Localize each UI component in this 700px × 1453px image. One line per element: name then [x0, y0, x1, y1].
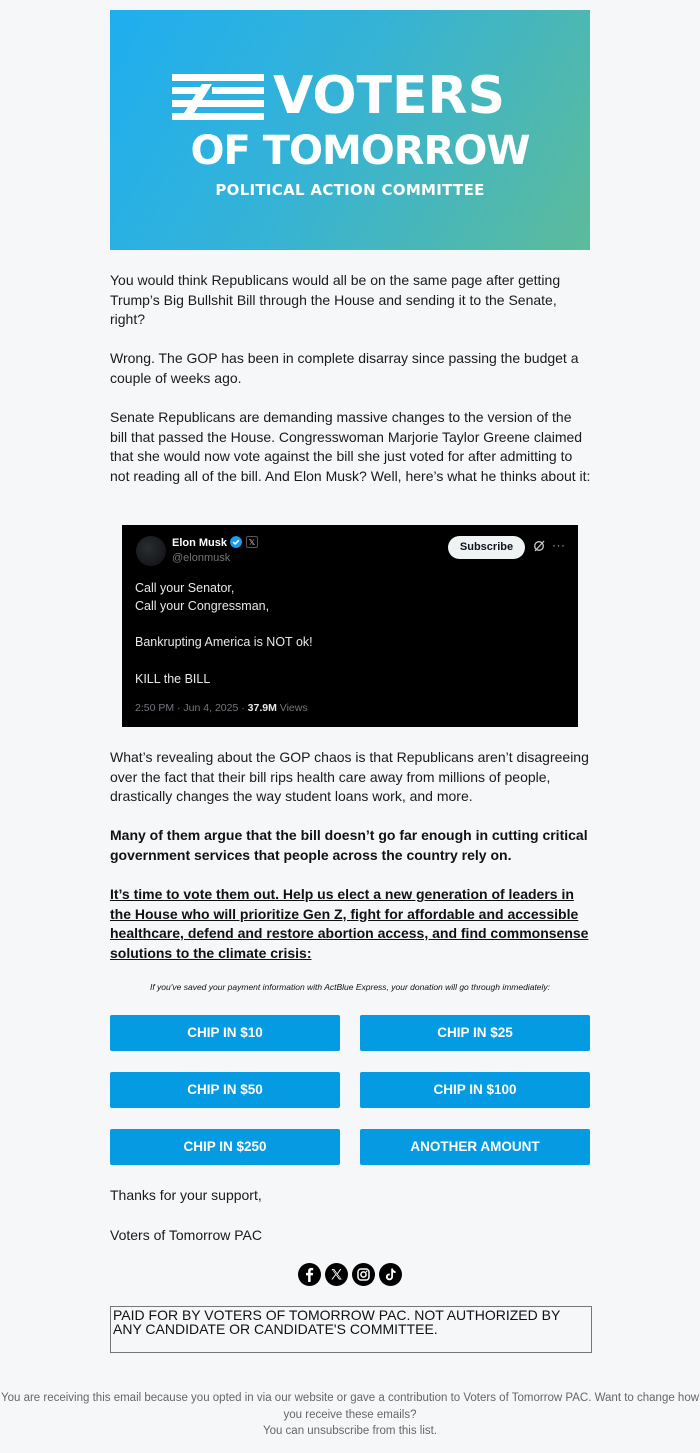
header-banner — [110, 10, 590, 250]
actblue-express-note: If you've saved your payment information with ActBlue Express, your donation will go through immediately: — [149, 982, 551, 992]
tweet-text-line: Call your Congressman, — [135, 599, 270, 613]
footer — [0, 1390, 700, 1440]
subscribe-button[interactable]: Subscribe — [448, 536, 525, 559]
another-amount-button[interactable]: ANOTHER AMOUNT — [360, 1129, 590, 1165]
unsubscribe-link[interactable]: You can unsubscribe from this list. — [262, 1425, 438, 1437]
chip-in-50-button[interactable]: CHIP IN $50 — [110, 1072, 340, 1108]
chip-in-25-button[interactable]: CHIP IN $25 — [360, 1015, 590, 1051]
paragraph-6: It’s time to vote them out. Help us elect a new generation of leaders in the House who will prioritize Gen Z, fight for affordable and accessible healthcare, defend and restore abortion access, and find commonsense solutions to the climate crisis: — [110, 886, 589, 961]
tweet-handle: @elonmusk — [172, 552, 231, 564]
paragraph-5: Many of them argue that the bill doesn’t go far enough in cutting critical government services that people across the country rely on. — [110, 827, 588, 863]
x-affiliation-icon: 𝕏 — [246, 536, 258, 548]
thanks-text: Thanks for your support, — [110, 1187, 262, 1203]
facebook-icon[interactable] — [298, 1263, 321, 1286]
disclaimer-text: PAID FOR BY VOTERS OF TOMORROW PAC. NOT AUTHORIZED BY ANY CANDIDATE OR CANDIDATE'S COMMITTEE. — [113, 1307, 561, 1337]
chip-in-10-button[interactable]: CHIP IN $10 — [110, 1015, 340, 1051]
instagram-icon[interactable] — [352, 1263, 375, 1286]
logo-mark-icon — [172, 74, 264, 120]
tweet-text-line: Bankrupting America is NOT ok! — [135, 635, 313, 649]
avatar — [136, 536, 166, 566]
logo-line-1: VOTERS — [273, 66, 506, 126]
tweet-author-name: Elon Musk — [172, 537, 228, 549]
tweet-views-label: Views — [276, 702, 308, 714]
paragraph-3: Senate Republicans are demanding massive changes to the version of the bill that passed the House. Congresswoman Marjorie Taylor Greene claimed that she would now vote against the bill she just voted for after admitting to not reading all of the bill. And Elon Musk? Well, here’s what he thinks about it: — [110, 409, 591, 484]
tweet-text-line: Call your Senator, — [135, 581, 235, 595]
logo-line-2: OF TOMORROW — [190, 128, 530, 174]
x-icon[interactable] — [325, 1263, 348, 1286]
tiktok-icon[interactable] — [379, 1263, 402, 1286]
grok-icon[interactable] — [533, 540, 545, 552]
chip-in-250-button[interactable]: CHIP IN $250 — [110, 1129, 340, 1165]
paid-for-disclaimer — [110, 1306, 592, 1353]
chip-in-100-button[interactable]: CHIP IN $100 — [360, 1072, 590, 1108]
tweet-meta — [135, 702, 308, 714]
paragraph-4: What’s revealing about the GOP chaos is that Republicans aren’t disagreeing over the fact that their bill rips health care away from millions of people, drastically changes the way student loans work, and more. — [110, 749, 589, 804]
verified-badge-icon — [230, 536, 242, 548]
logo-subtitle: POLITICAL ACTION COMMITTEE — [215, 181, 485, 199]
tweet-embed[interactable] — [122, 525, 578, 727]
footer-optin-text: You are receiving this email because you opted in via our website or gave a contribution to Voters of Tomorrow PAC. Want to change how you receive these emails? — [0, 1392, 700, 1421]
paragraph-2: Wrong. The GOP has been in complete disarray since passing the budget a couple of weeks ago. — [110, 350, 579, 386]
tweet-views-count: 37.9M — [247, 702, 277, 714]
tweet-timestamp: 2:50 PM · Jun 4, 2025 · — [135, 702, 248, 714]
signature-text: Voters of Tomorrow PAC — [110, 1227, 262, 1243]
tweet-text-line: KILL the BILL — [135, 672, 211, 686]
more-options-icon[interactable]: ··· — [552, 538, 566, 552]
paragraph-1: You would think Republicans would all be on the same page after getting Trump’s Big Bullshit Bill through the House and sending it to the Senate, right? — [110, 272, 561, 327]
